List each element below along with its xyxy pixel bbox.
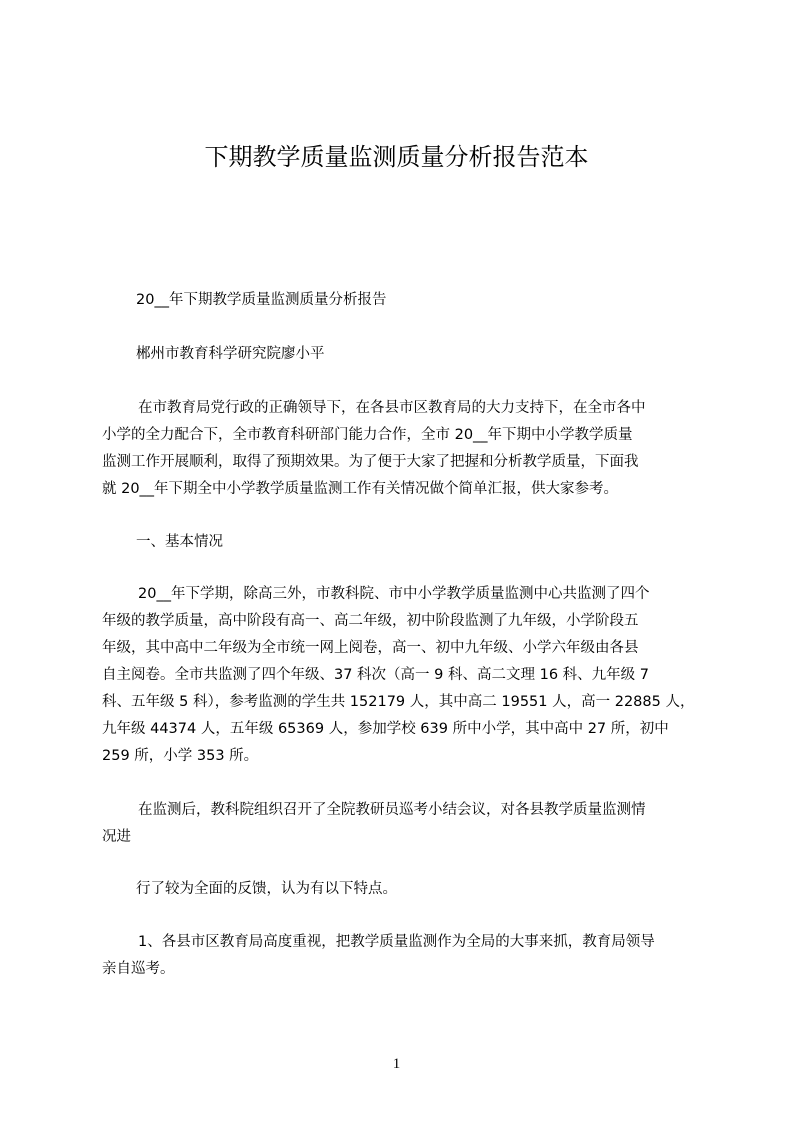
basic-info-line: 自主阅卷。全市共监测了四个年级、37 科次（高一 9 科、高二文理 16 科、九年级 7 [102,667,650,683]
point-1-line: 亲自巡考。 [102,961,175,977]
meeting-paragraph [102,797,718,851]
intro-line: 就 20__年下期全中小学教学质量监测工作有关情况做个简单汇报，供大家参考。 [102,481,619,497]
basic-info-line: 年级，其中高中二年级为全市统一网上阅卷，高一、初中九年级、小学六年级由各县 [102,640,639,656]
report-subtitle-text: 20__年下期教学质量监测质量分析报告 [136,292,387,308]
basic-info-line: 259 所，小学 353 所。 [102,748,259,764]
page-title: 下期教学质量监测质量分析报告范本 [204,143,589,171]
intro-line: 监测工作开展顺利，取得了预期效果。为了便于大家了把握和分析教学质量，下面我 [102,454,639,470]
author-text: 郴州市教育科学研究院廖小平 [136,346,325,362]
page-number: 1 [392,1056,401,1072]
point-1-line: 1、各县市区教育局高度重视，把教学质量监测作为全局的大事来抓，教育局领导 [138,934,655,950]
basic-info-paragraph [102,581,718,770]
intro-line: 小学的全力配合下，全市教育科研部门能力合作，全市 20__年下期中小学教学质量 [102,427,633,443]
intro-paragraph [102,395,718,503]
intro-line: 在市教育局党行政的正确领导下，在各县市区教育局的大力支持下，在全市各中 [138,400,646,416]
section-heading-basic-info [102,529,718,556]
author-line [102,341,718,368]
basic-info-line: 年级的教学质量，高中阶段有高一、高二年级，初中阶段监测了九年级，小学阶段五 [102,613,639,629]
meeting-line: 在监测后，教科院组织召开了全院教研员巡考小结会议，对各县教学质量监测情 [138,802,646,818]
section-heading-text: 一、基本情况 [136,534,223,550]
point-1-paragraph [102,929,718,983]
report-subtitle [102,287,718,314]
basic-info-line: 九年级 44374 人，五年级 65369 人，参加学校 639 所中小学，其中高中 27 所，初中 [102,721,669,737]
meeting-line: 况进 [102,829,131,845]
feedback-text: 行了较为全面的反馈，认为有以下特点。 [136,881,397,897]
basic-info-line: 科、五年级 5 科），参考监测的学生共 152179 人，其中高二 19551 人，高一 22885 人， [102,694,695,710]
basic-info-line: 20__年下学期，除高三外，市教科院、市中小学教学质量监测中心共监测了四个 [138,586,650,602]
feedback-paragraph [102,876,718,903]
